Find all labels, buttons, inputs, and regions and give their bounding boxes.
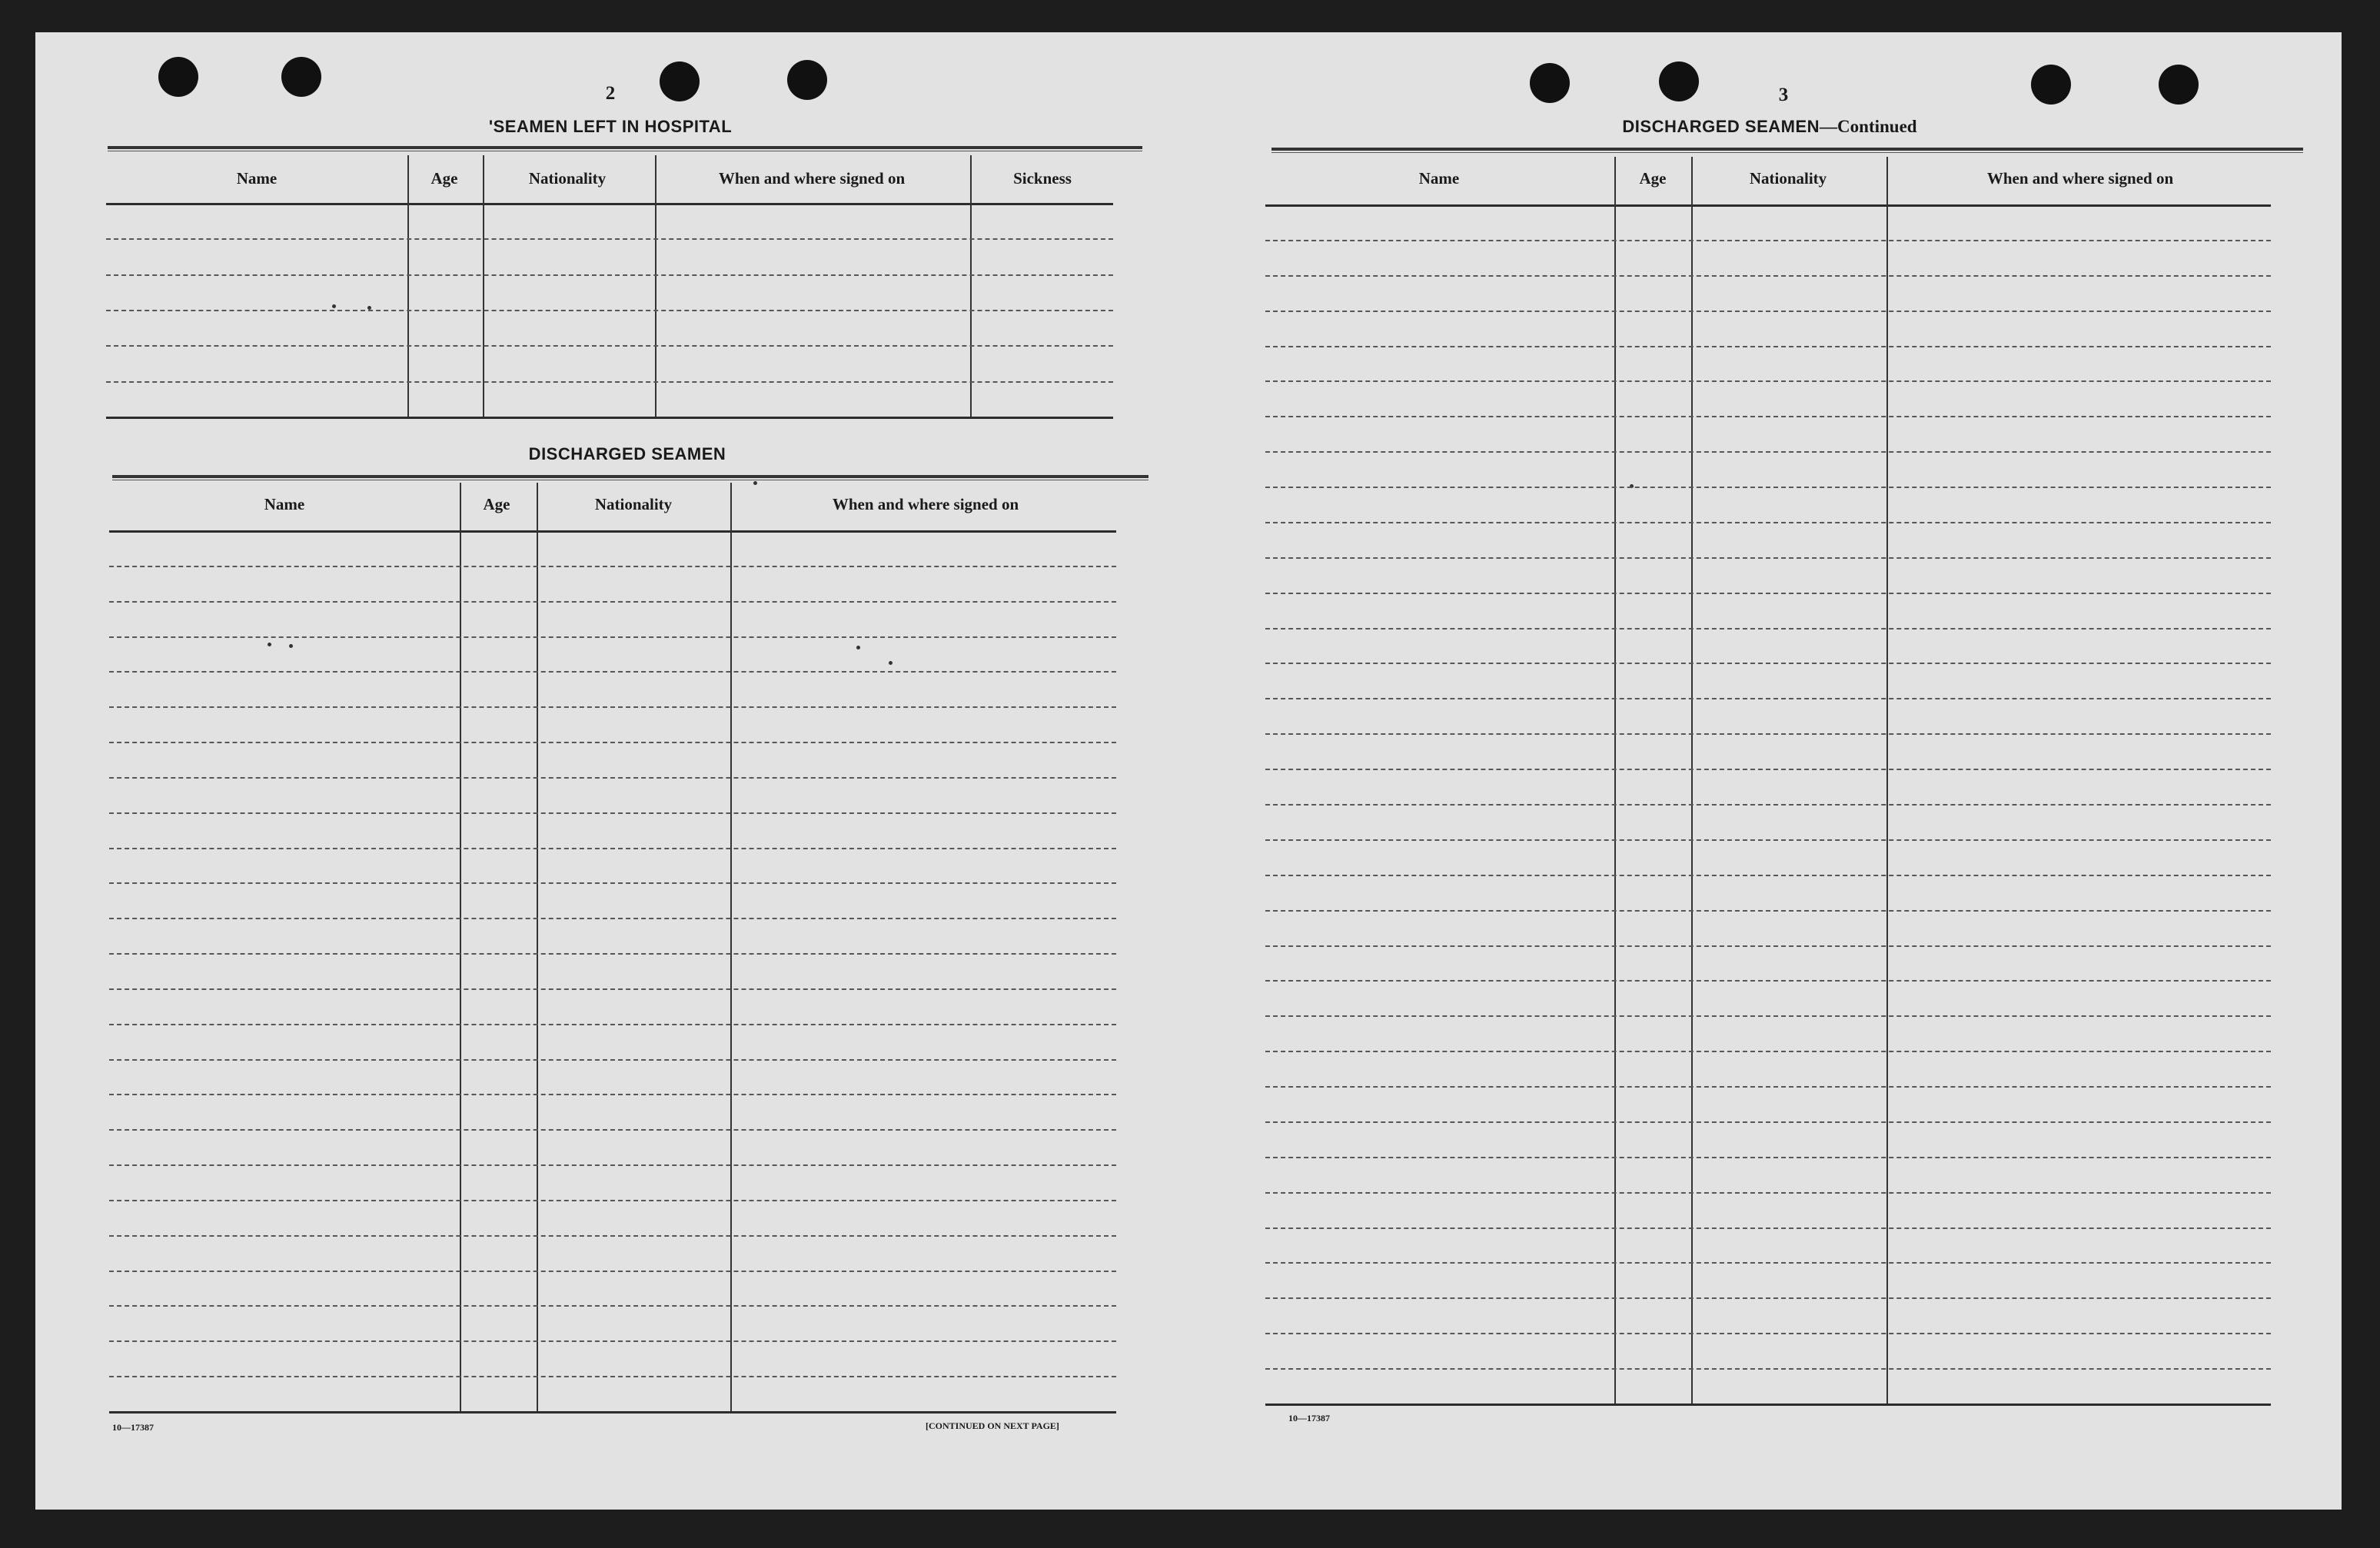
document-paper xyxy=(35,32,2342,1510)
discharged-continued-title xyxy=(1622,117,1916,137)
punch-hole xyxy=(281,57,321,97)
row-line xyxy=(1265,487,2271,488)
row-line xyxy=(106,274,1113,276)
column-divider xyxy=(1886,157,1888,1403)
continued-note: [CONTINUED ON NEXT PAGE] xyxy=(926,1420,1059,1431)
header-underline xyxy=(109,530,1116,533)
form-number-left: 10—17387 xyxy=(112,1422,154,1433)
hospital-top-rule xyxy=(108,146,1142,151)
punch-hole xyxy=(158,57,198,97)
column-header: Sickness xyxy=(1013,169,1072,188)
row-line xyxy=(1265,875,2271,876)
row-line xyxy=(1265,275,2271,277)
row-line xyxy=(109,953,1116,955)
row-line xyxy=(109,1305,1116,1307)
column-header: When and where signed on xyxy=(1986,169,2174,188)
column-header: Name xyxy=(1418,169,1460,188)
punch-hole xyxy=(787,60,827,100)
punch-hole xyxy=(1659,61,1699,101)
row-line xyxy=(1265,945,2271,947)
row-line xyxy=(1265,980,2271,982)
row-line xyxy=(1265,663,2271,664)
row-line xyxy=(1265,839,2271,841)
row-line xyxy=(109,706,1116,708)
row-line xyxy=(109,848,1116,849)
continued-top-rule xyxy=(1271,148,2303,153)
column-header: Age xyxy=(1639,169,1667,188)
column-header: When and where signed on xyxy=(718,169,906,188)
hospital-section-title: 'SEAMEN LEFT IN HOSPITAL xyxy=(488,117,733,136)
column-header: Nationality xyxy=(1749,169,1827,188)
row-line xyxy=(1265,380,2271,382)
page-number-left: 2 xyxy=(605,83,616,104)
discharged-continued-title-main: DISCHARGED SEAMEN xyxy=(1622,117,1820,136)
row-line xyxy=(109,1164,1116,1166)
ink-speck xyxy=(889,661,892,665)
row-line xyxy=(1265,628,2271,629)
row-line xyxy=(1265,1192,2271,1194)
row-line xyxy=(1265,1086,2271,1088)
column-header: Name xyxy=(236,169,278,188)
row-line xyxy=(106,381,1113,383)
row-line xyxy=(1265,416,2271,417)
column-divider xyxy=(1691,157,1693,1403)
column-header: Nationality xyxy=(594,495,673,513)
row-line xyxy=(106,310,1113,311)
row-line xyxy=(1265,910,2271,912)
row-line xyxy=(1265,1157,2271,1158)
row-line xyxy=(1265,1297,2271,1299)
header-underline xyxy=(1265,204,2271,207)
row-line xyxy=(1265,1051,2271,1052)
ink-speck xyxy=(753,481,757,485)
column-header: Name xyxy=(264,495,305,513)
row-line xyxy=(1265,1368,2271,1370)
row-line xyxy=(109,1340,1116,1342)
row-line xyxy=(109,636,1116,638)
ink-speck xyxy=(856,646,860,649)
row-line xyxy=(1265,346,2271,347)
row-line xyxy=(109,1235,1116,1237)
row-line xyxy=(1265,1333,2271,1334)
row-line xyxy=(109,918,1116,919)
row-line xyxy=(109,777,1116,779)
row-line xyxy=(1265,1262,2271,1264)
row-line xyxy=(1265,557,2271,559)
table-bottom-rule xyxy=(106,417,1113,419)
column-divider xyxy=(655,155,656,417)
column-header: Age xyxy=(430,169,458,188)
punch-hole xyxy=(660,61,700,101)
row-line xyxy=(109,1376,1116,1377)
column-header: When and where signed on xyxy=(832,495,1019,513)
ink-speck xyxy=(332,304,336,308)
row-line xyxy=(1265,451,2271,453)
row-line xyxy=(1265,733,2271,735)
row-line xyxy=(1265,311,2271,312)
row-line xyxy=(109,882,1116,884)
page-number-right: 3 xyxy=(1778,85,1789,105)
form-number-right: 10—17387 xyxy=(1288,1413,1330,1423)
row-line xyxy=(109,671,1116,673)
discharged-top-rule xyxy=(112,475,1148,480)
row-line xyxy=(109,812,1116,814)
punch-hole xyxy=(2159,65,2199,105)
row-line xyxy=(109,601,1116,603)
row-line xyxy=(1265,593,2271,594)
column-divider xyxy=(407,155,409,417)
table-bottom-rule xyxy=(1265,1403,2271,1406)
column-header: Age xyxy=(483,495,510,513)
header-underline xyxy=(106,203,1113,205)
row-line xyxy=(1265,1015,2271,1017)
column-header: Nationality xyxy=(528,169,607,188)
row-line xyxy=(1265,698,2271,699)
row-line xyxy=(109,1200,1116,1201)
row-line xyxy=(109,1129,1116,1131)
punch-hole xyxy=(1530,63,1570,103)
row-line xyxy=(109,1024,1116,1025)
row-line xyxy=(109,1271,1116,1272)
row-line xyxy=(109,566,1116,567)
discharged-continued-title-suffix: —Continued xyxy=(1820,117,1917,136)
row-line xyxy=(109,1094,1116,1095)
column-divider xyxy=(1614,157,1616,1403)
column-divider xyxy=(483,155,484,417)
row-line xyxy=(1265,1227,2271,1229)
row-line xyxy=(1265,1121,2271,1123)
row-line xyxy=(109,1059,1116,1061)
row-line xyxy=(1265,769,2271,770)
row-line xyxy=(109,988,1116,990)
ink-speck xyxy=(289,644,293,648)
row-line xyxy=(1265,240,2271,241)
row-line xyxy=(106,345,1113,347)
row-line xyxy=(1265,804,2271,806)
punch-hole xyxy=(2031,65,2071,105)
row-line xyxy=(106,238,1113,240)
table-bottom-rule xyxy=(109,1411,1116,1413)
discharged-section-title: DISCHARGED SEAMEN xyxy=(528,444,726,463)
column-divider xyxy=(970,155,972,417)
row-line xyxy=(109,742,1116,743)
ink-speck xyxy=(268,643,271,646)
row-line xyxy=(1265,522,2271,523)
